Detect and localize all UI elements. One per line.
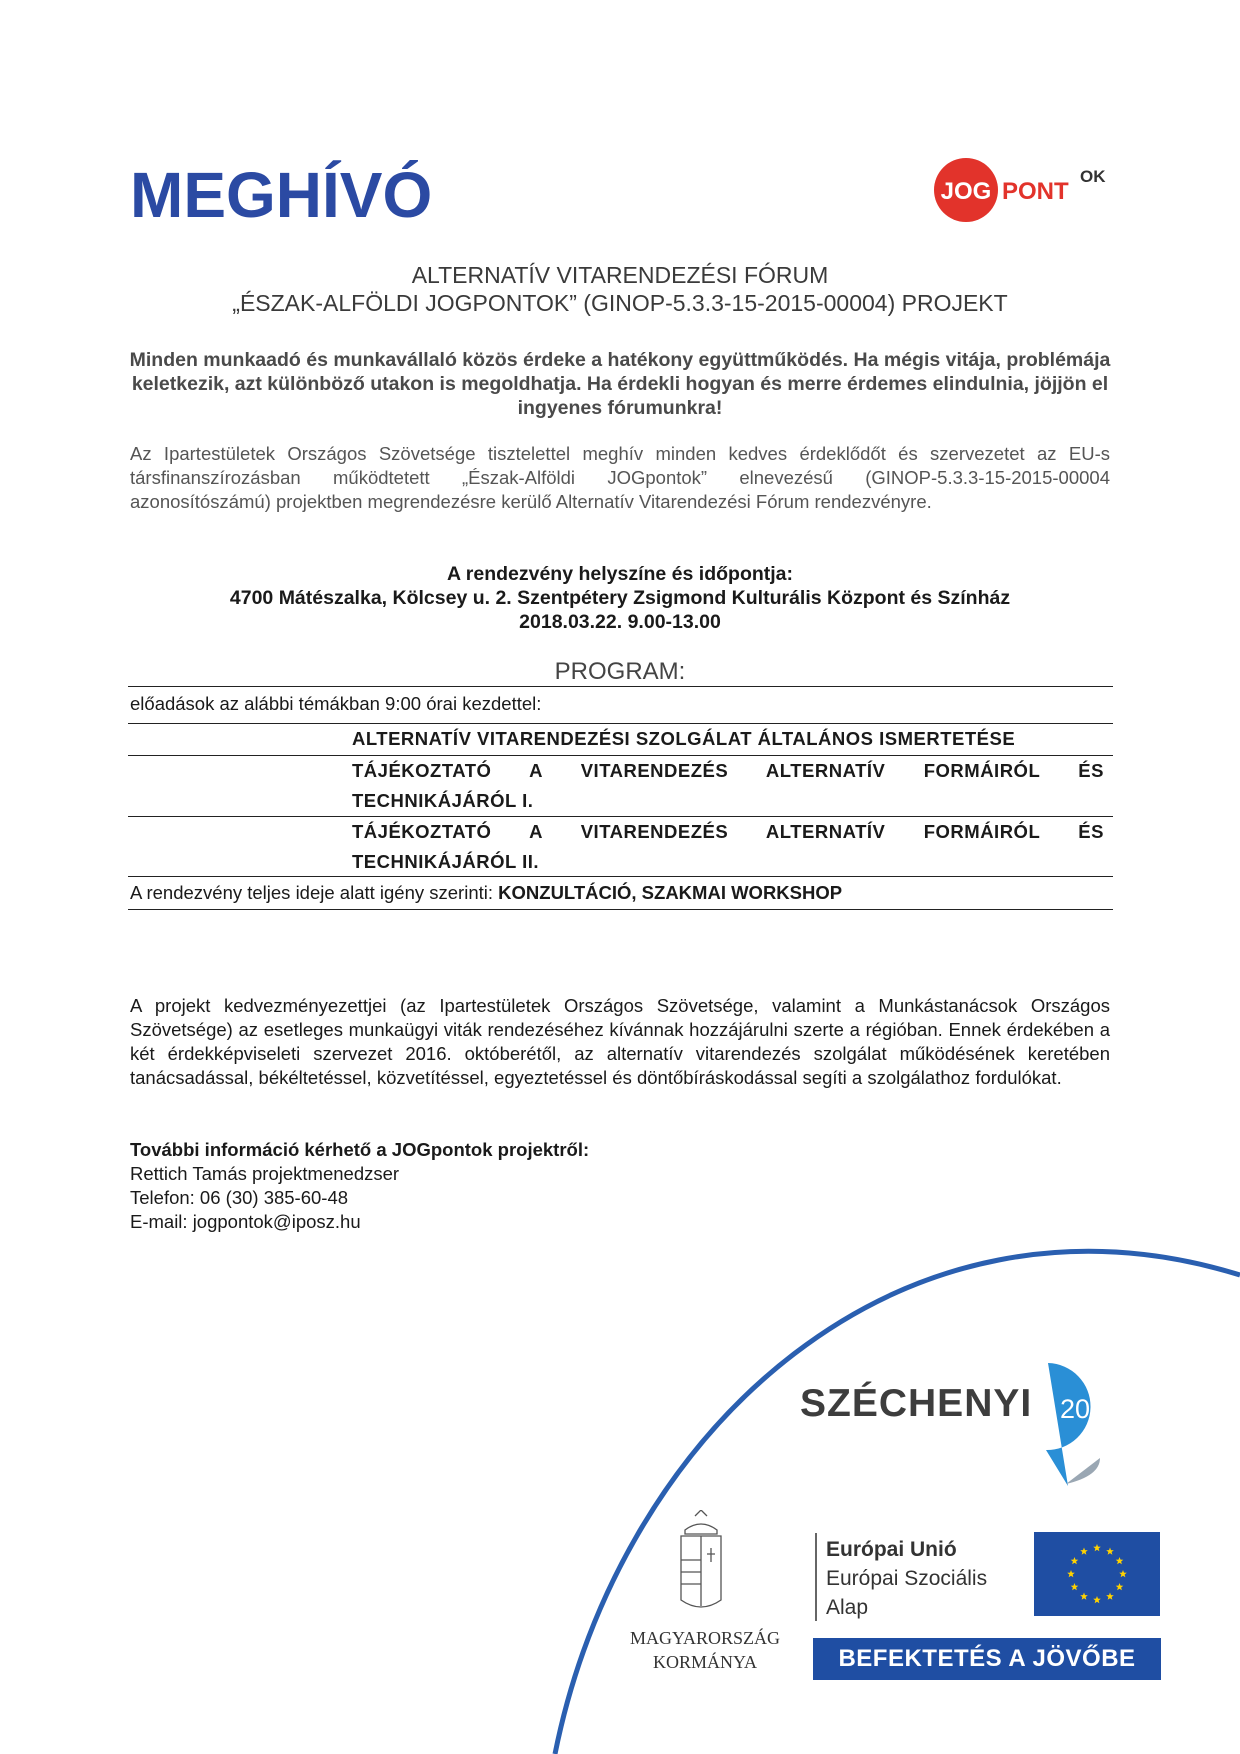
program-item: TÁJÉKOZTATÓ A VITARENDEZÉS ALTERNATÍV FORMÁIRÓL ÉS TECHNIKÁJÁRÓL I. [352,760,1104,811]
program-heading: PROGRAM: [554,658,686,685]
contact-title: További információ kérhető a JOGpontok projektről: [130,1139,590,1160]
contact-email: E-mail: jogpontok@iposz.hu [130,1211,361,1232]
kormany-line1: MAGYARORSZÁG [629,1628,781,1648]
eu-text-block [826,1535,987,1622]
program-item: TÁJÉKOZTATÓ A VITARENDEZÉS ALTERNATÍV FORMÁIRÓL ÉS TECHNIKÁJÁRÓL II. [352,821,1104,872]
program-rule [128,876,1113,877]
befektetes-banner: BEFEKTETÉS A JÖVŐBE [813,1638,1161,1680]
contact-phone: Telefon: 06 (30) 385-60-48 [130,1187,349,1208]
program-extra-prefix: A rendezvény teljes ideje alatt igény szerinti: [130,882,499,903]
intro-paragraph: Minden munkaadó és munkavállaló közös érdeke a hatékony együttműködés. Ha mégis vitája, problémája keletkezik, azt különböző utakon is megoldhatja. Ha érdekli hogyan és merre érdemes elindulnia, jöjjön el ingyenes fórumunkra! [129,349,1111,419]
kormany-line2: KORMÁNYA [652,1652,758,1672]
venue-heading: A rendezvény helyszíne és időpontja: [446,563,794,585]
program-rule-bottom [128,909,1113,910]
program-extra [130,882,842,904]
forum-title: ALTERNATÍV VITARENDEZÉSI FÓRUM [411,262,829,288]
eu-line1: Európai Unió [826,1538,957,1561]
logo-ok-text: OK [1080,167,1106,186]
program-rule-top [128,686,1113,687]
page-title: MEGHÍVÓ [130,159,433,231]
invitation-paragraph: Az Ipartestületek Országos Szövetsége tisztelettel meghív minden kedves érdeklődőt és szervezetet az EU-s társfinanszírozásban működtetett „Észak-Alföldi JOGpontok” elnevezésű (GINOP-5.3.3-15-2015-00004 azonosítószámú) projektben megrendezésre kerülő Alternatív Vitarendezési Fórum rendezvényre. [130,443,1110,512]
eu-line3: Alap [826,1596,869,1619]
szechenyi-text: SZÉCHENYI [800,1382,1033,1425]
szechenyi-2020-logo [800,1358,1140,1488]
project-paragraph: A projekt kedvezményezettjei (az Ipartestületek Országos Szövetsége, valamint a Munkástanácsok Országos Szövetsége) az esetleges munkaügyi viták rendezéséhez kívánnak hozzájárulni szerte a régióban. Ennek érdekében a két érdekképviseleti szervezet 2016. októberétől, az alternatív vitarendezés szolgálat működésének keretében tanácsadással, békéltetéssel, közvetítéssel, egyeztetéssel és döntőbíráskodással segíti a szolgálathoz fordulókat. [130,995,1110,1088]
contact-block [130,1138,589,1234]
logo-pont-text: PONT [1002,178,1069,205]
jogpontok-logo [930,158,1120,228]
program-item: ALTERNATÍV VITARENDEZÉSI SZOLGÁLAT ÁLTALÁNOS ISMERTETÉSE [352,728,1016,749]
eu-line2: Európai Szociális [826,1567,988,1590]
szechenyi-year: 2020 [1059,1394,1121,1424]
venue-address: 4700 Mátészalka, Kölcsey u. 2. Szentpétery Zsigmond Kulturális Központ és Színház [229,587,1011,609]
contact-name: Rettich Tamás projektmenedzser [130,1163,400,1184]
logo-jog-text: JOG [940,178,992,205]
program-intro: előadások az alábbi témákban 9:00 órai kezdettel: [130,693,542,714]
project-title: „ÉSZAK-ALFÖLDI JOGPONTOK” (GINOP-5.3.3-15-2015-00004) PROJEKT [232,290,1008,316]
eu-divider [815,1533,817,1621]
magyarorszag-kormanya-logo [615,1510,795,1690]
eu-flag-icon [1034,1532,1160,1616]
program-extra-bold: KONZULTÁCIÓ, SZAKMAI WORKSHOP [498,882,843,903]
venue-datetime: 2018.03.22. 9.00-13.00 [519,611,721,633]
